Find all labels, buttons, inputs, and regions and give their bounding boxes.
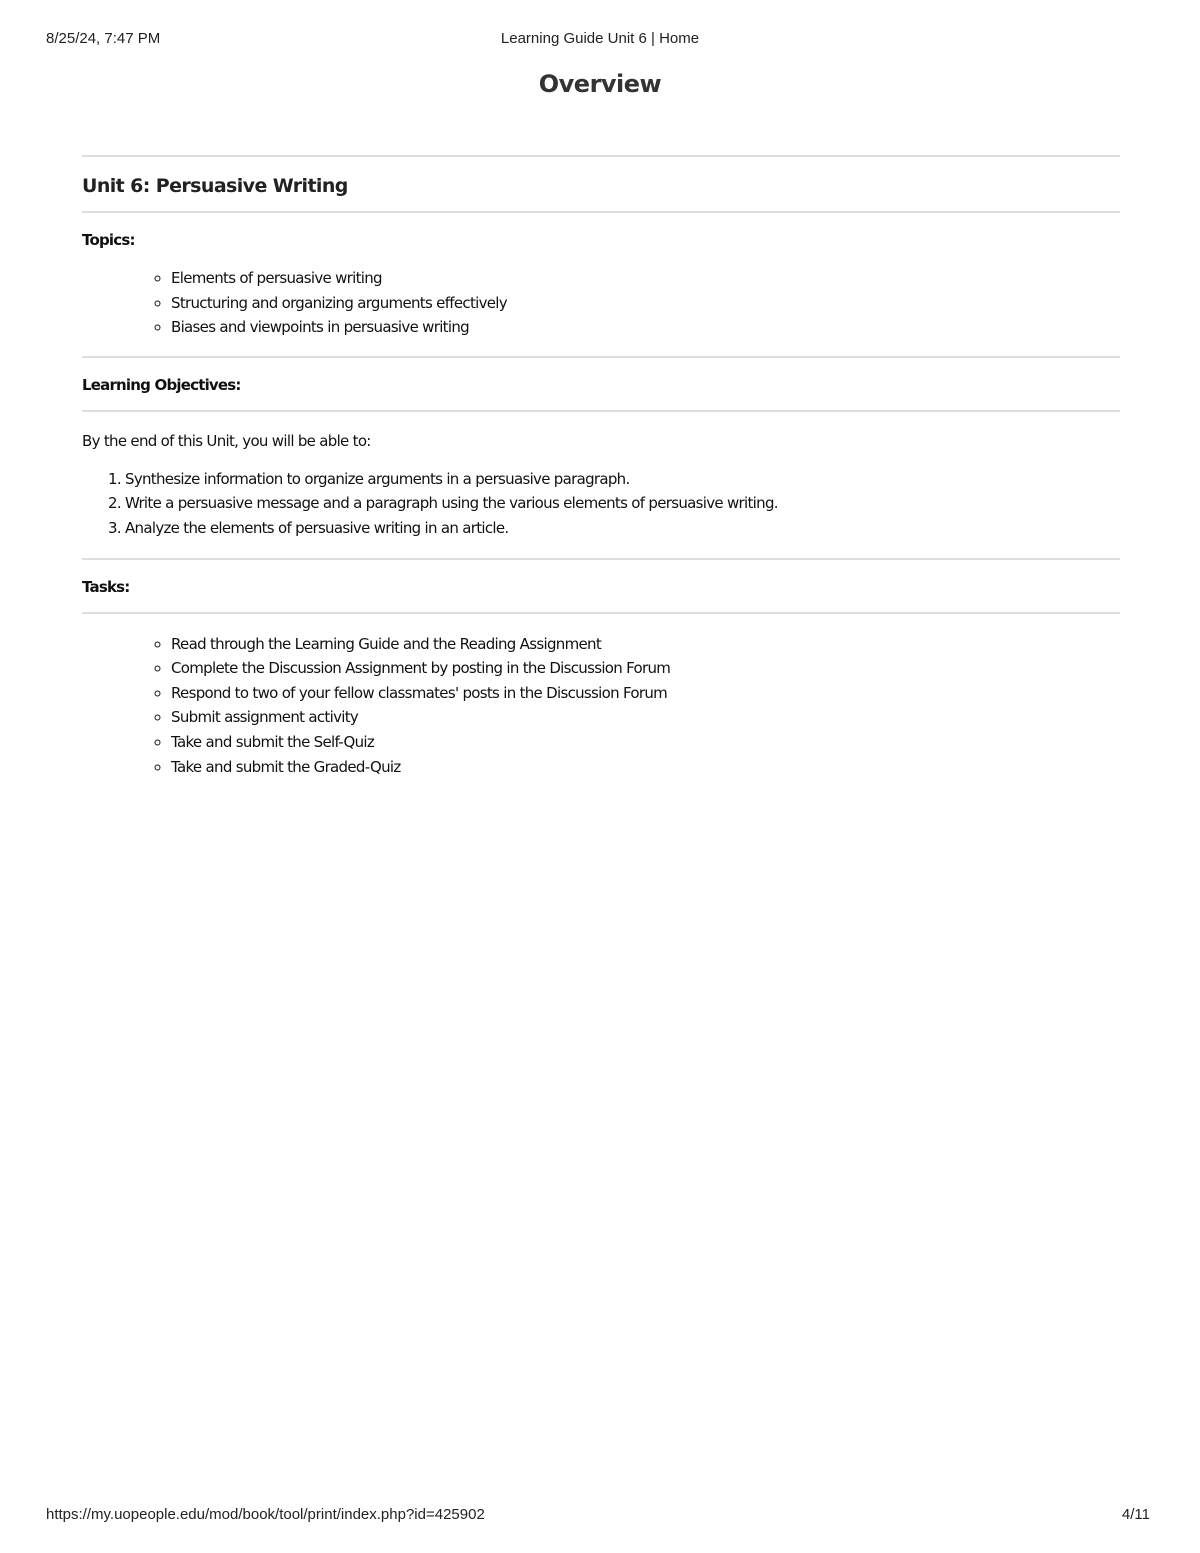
- list-item: ◦ Elements of persuasive writing: [171, 266, 1120, 291]
- list-item: ◦ Respond to two of your fellow classmates' posts in the Discussion Forum: [171, 681, 1120, 706]
- unit-heading: Unit 6: Persuasive Writing: [82, 175, 348, 197]
- list-item: 2. Write a persuasive message and a paragraph using the various elements of persuasive writing.: [125, 491, 1120, 516]
- list-item: ◦ Complete the Discussion Assignment by posting in the Discussion Forum: [171, 656, 1120, 681]
- list-item: ◦ Biases and viewpoints in persuasive writing: [171, 315, 1120, 340]
- print-page-number: 4/11: [1121, 1506, 1150, 1523]
- page-title: Overview: [538, 70, 662, 98]
- print-url: https://my.uopeople.edu/mod/book/tool/print/index.php?id=425902: [46, 1506, 485, 1523]
- list-item: ◦ Take and submit the Graded-Quiz: [171, 755, 1120, 780]
- list-item: ◦ Take and submit the Self-Quiz: [171, 730, 1120, 755]
- objectives-intro: By the end of this Unit, you will be able to:: [82, 431, 371, 450]
- print-doc-title: Learning Guide Unit 6 | Home: [500, 30, 700, 47]
- list-item: 3. Analyze the elements of persuasive writing in an article.: [125, 516, 1120, 541]
- objectives-list: [82, 467, 1120, 558]
- topics-label: Topics:: [82, 231, 135, 249]
- print-datetime: 8/25/24, 7:47 PM: [46, 30, 161, 47]
- list-item: ◦ Submit assignment activity: [171, 705, 1120, 730]
- list-item: ◦ Read through the Learning Guide and the Reading Assignment: [171, 632, 1120, 657]
- tasks-list: [82, 614, 1120, 780]
- list-item: ◦ Structuring and organizing arguments effectively: [171, 291, 1120, 316]
- list-item: 1. Synthesize information to organize arguments in a persuasive paragraph.: [125, 467, 1120, 492]
- tasks-label: Tasks:: [82, 577, 130, 596]
- objectives-label: Learning Objectives:: [82, 375, 241, 394]
- topics-list: [82, 249, 1120, 356]
- book-content: [82, 155, 1120, 779]
